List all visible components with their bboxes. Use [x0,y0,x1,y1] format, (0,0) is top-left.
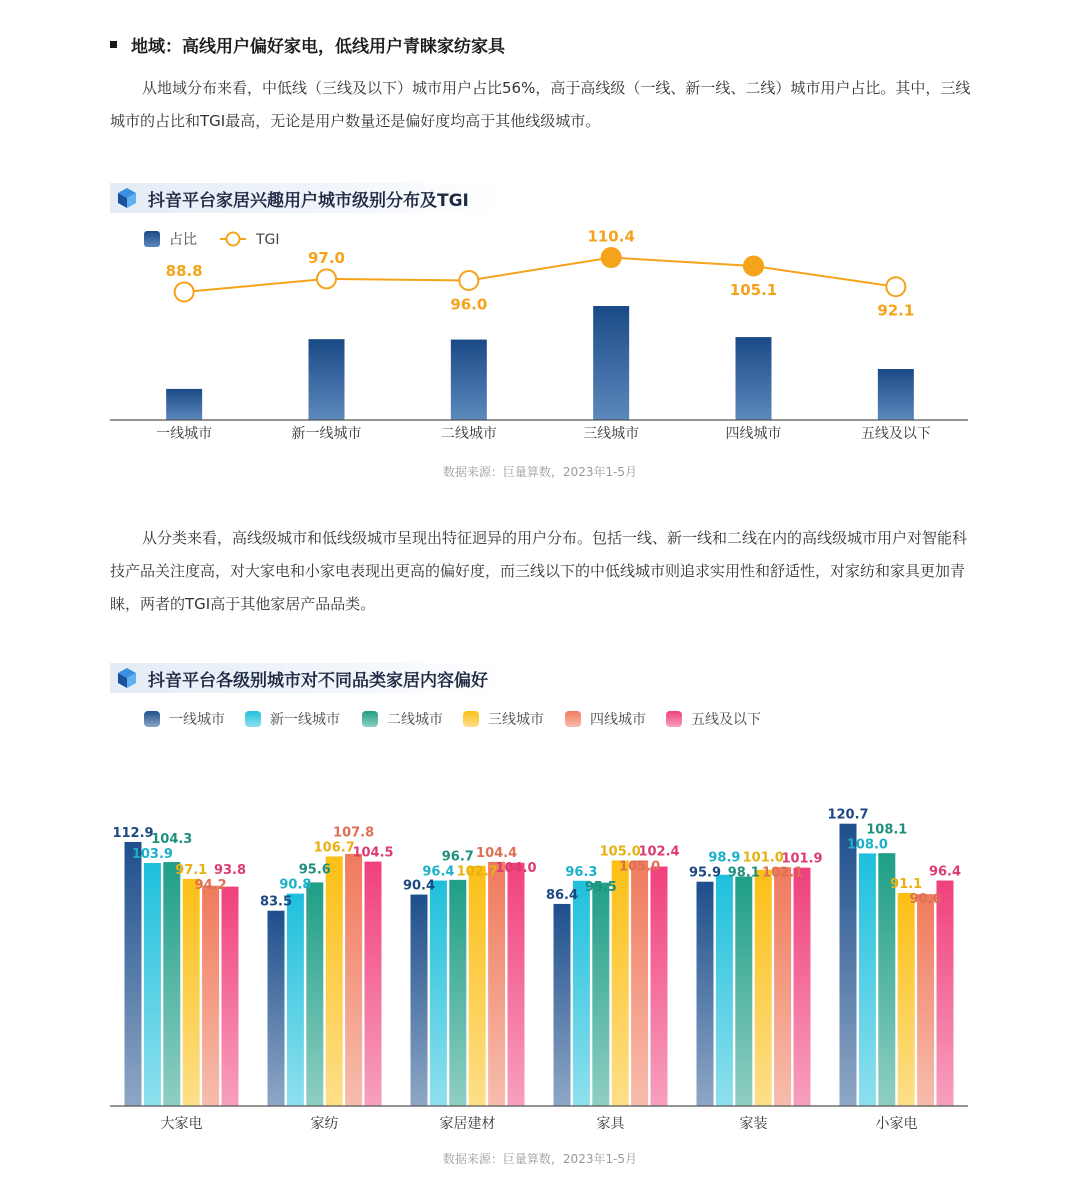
pref-data-label: 90.4 [402,878,436,894]
share-bar [309,339,345,420]
chart2-svg [0,700,1080,1140]
legend-bar-label: 占比 [169,232,197,248]
pref-data-label: 102.7 [456,864,498,880]
legend-line-label: TGI [256,232,280,248]
pref-bar [573,881,590,1106]
chart1-title: 抖音平台家居兴趣用户城市级别分布及TGI [148,190,469,211]
pref-bar [183,879,200,1106]
category-label: 二线城市 [440,426,497,442]
tgi-data-label: 105.1 [729,280,778,299]
share-bar [451,340,487,420]
category-label: 四线城市 [725,426,782,442]
legend-label: 五线及以下 [691,712,761,728]
pref-bar [735,877,752,1106]
legend-swatch [362,711,378,727]
legend-swatch [565,711,581,727]
tgi-point [602,248,621,267]
tgi-point [175,282,194,301]
legend-swatch [463,711,479,727]
share-bar [736,337,772,420]
pref-bar [898,893,915,1106]
pref-bar [345,854,362,1106]
tgi-data-label: 92.1 [877,301,915,320]
pref-data-label: 103.9 [131,847,173,863]
pref-data-label: 105.0 [599,844,641,860]
category-label: 家装 [739,1116,768,1132]
chart2-title: 抖音平台各级别城市对不同品类家居内容偏好 [148,670,488,691]
legend-line-marker [227,233,240,246]
paragraph-region: 从地域分布来看，中低线（三线及以下）城市用户占比56%，高于高线级（一线、新一线、二线）城市用户占比。其中，三线城市的占比和TGI最高，无论是用户数量还是偏好度均高于其他线级城市。 [110,79,971,130]
category-label: 大家电 [160,1116,203,1132]
pref-data-label: 104.0 [495,860,537,876]
pref-data-label: 98.9 [708,850,741,866]
pref-data-label: 96.3 [565,864,598,880]
share-bar [593,306,629,420]
pref-data-label: 98.1 [727,865,760,881]
pref-bar [716,875,733,1106]
pref-data-label: 96.4 [422,864,455,880]
pref-bar [469,866,486,1106]
pref-bar [326,856,343,1106]
pref-data-label: 91.1 [890,876,923,892]
pref-data-label: 101.0 [742,850,784,866]
pref-bar [755,870,772,1106]
legend-bar-swatch [144,231,160,247]
pref-data-label: 102.4 [638,844,680,860]
pref-data-label: 95.9 [688,865,722,881]
tgi-data-label: 97.0 [307,248,346,267]
pref-bar [840,824,857,1106]
section-heading-text: 地域：高线用户偏好家电，低线用户青睐家纺家具 [131,37,505,57]
pref-data-label: 107.8 [333,825,375,841]
pref-bar [125,842,142,1106]
legend-swatch [666,711,682,727]
pref-bar [488,862,505,1106]
pref-bar [937,881,954,1106]
chart1-source: 数据来源：巨量算数，2023年1-5月 [442,465,638,479]
pref-bar [651,867,668,1106]
category-label: 三线城市 [583,426,640,442]
pref-bar [449,880,466,1106]
tgi-point [459,271,478,290]
pref-bar [592,883,609,1106]
tgi-point [886,277,905,296]
pref-data-label: 95.6 [298,862,331,878]
pref-bar [554,904,571,1106]
share-bar [878,369,914,420]
category-label: 五线及以下 [860,426,931,442]
pref-bar [163,862,180,1106]
pref-data-label: 104.5 [352,845,394,861]
pref-data-label: 105.0 [619,859,661,875]
pref-bar [306,882,323,1106]
category-label: 家具 [596,1116,625,1132]
legend-label: 新一线城市 [270,712,340,728]
bullet-square-icon [110,41,117,48]
pref-data-label: 90.6 [909,891,942,907]
chart2-title-bar [110,663,500,693]
pref-data-label: 104.3 [151,832,193,848]
pref-bar [202,886,219,1106]
pref-bar [222,887,239,1106]
pref-data-label: 106.7 [313,840,355,856]
pref-data-label: 97.1 [175,862,208,878]
pref-data-label: 93.8 [213,862,247,878]
pref-bar [430,881,447,1106]
pref-bar [612,860,629,1106]
legend-swatch [144,711,160,727]
pref-bar [631,860,648,1106]
cube-logo-icon [116,667,138,689]
tgi-data-label: 110.4 [587,227,635,246]
pref-bar [508,863,525,1106]
category-label: 小家电 [875,1116,918,1132]
tgi-data-label: 88.8 [165,261,203,280]
pref-bar [365,862,382,1106]
pref-bar [268,911,285,1106]
category-label: 家居建材 [439,1116,496,1132]
legend-label: 二线城市 [387,712,443,728]
pref-data-label: 90.8 [279,877,312,893]
category-label: 一线城市 [156,426,213,442]
pref-bar [287,894,304,1106]
pref-data-label: 96.7 [441,849,474,865]
pref-bar [774,867,791,1106]
pref-data-label: 112.9 [112,825,154,841]
pref-bar [917,894,934,1106]
pref-data-label: 95.5 [584,879,617,895]
pref-bar [411,895,428,1106]
pref-data-label: 86.4 [545,887,579,903]
chart1-svg [0,225,1080,455]
legend-label: 三线城市 [488,712,544,728]
legend-swatch [245,711,261,727]
pref-data-label: 83.5 [259,894,293,910]
paragraph-category: 从分类来看，高线级城市和低线级城市呈现出特征迥异的用户分布。包括一线、新一线和二线在内的高线级城市用户对智能科技产品关注度高，对大家电和小家电表现出更高的偏好度，而三线以下的中低线城市则追求实用性和舒适性，对家纺和家具更加青睐，两者的TGI高于其他家居产品品类。 [110,529,968,613]
pref-data-label: 102.1 [762,865,804,881]
tgi-point [744,256,763,275]
tgi-line [184,258,896,292]
tgi-data-label: 96.0 [450,295,488,314]
chart2-source: 数据来源：巨量算数，2023年1-5月 [442,1152,638,1166]
pref-bar [697,882,714,1106]
pref-data-label: 96.4 [928,864,962,880]
tgi-point [317,269,336,288]
category-label: 新一线城市 [291,426,362,442]
legend-label: 一线城市 [169,712,225,728]
chart1-title-bar [110,183,500,213]
category-label: 家纺 [310,1116,339,1132]
pref-bar [144,863,161,1106]
pref-data-label: 101.9 [781,851,823,867]
pref-data-label: 104.4 [476,845,518,861]
pref-data-label: 108.1 [866,822,908,838]
pref-data-label: 120.7 [827,807,869,823]
pref-bar [794,868,811,1106]
pref-bar [859,853,876,1106]
share-bar [166,389,202,420]
pref-data-label: 94.2 [194,877,227,893]
pref-data-label: 108.0 [846,837,888,853]
section-heading [110,32,505,57]
legend-label: 四线城市 [590,712,646,728]
cube-logo-icon [116,187,138,209]
